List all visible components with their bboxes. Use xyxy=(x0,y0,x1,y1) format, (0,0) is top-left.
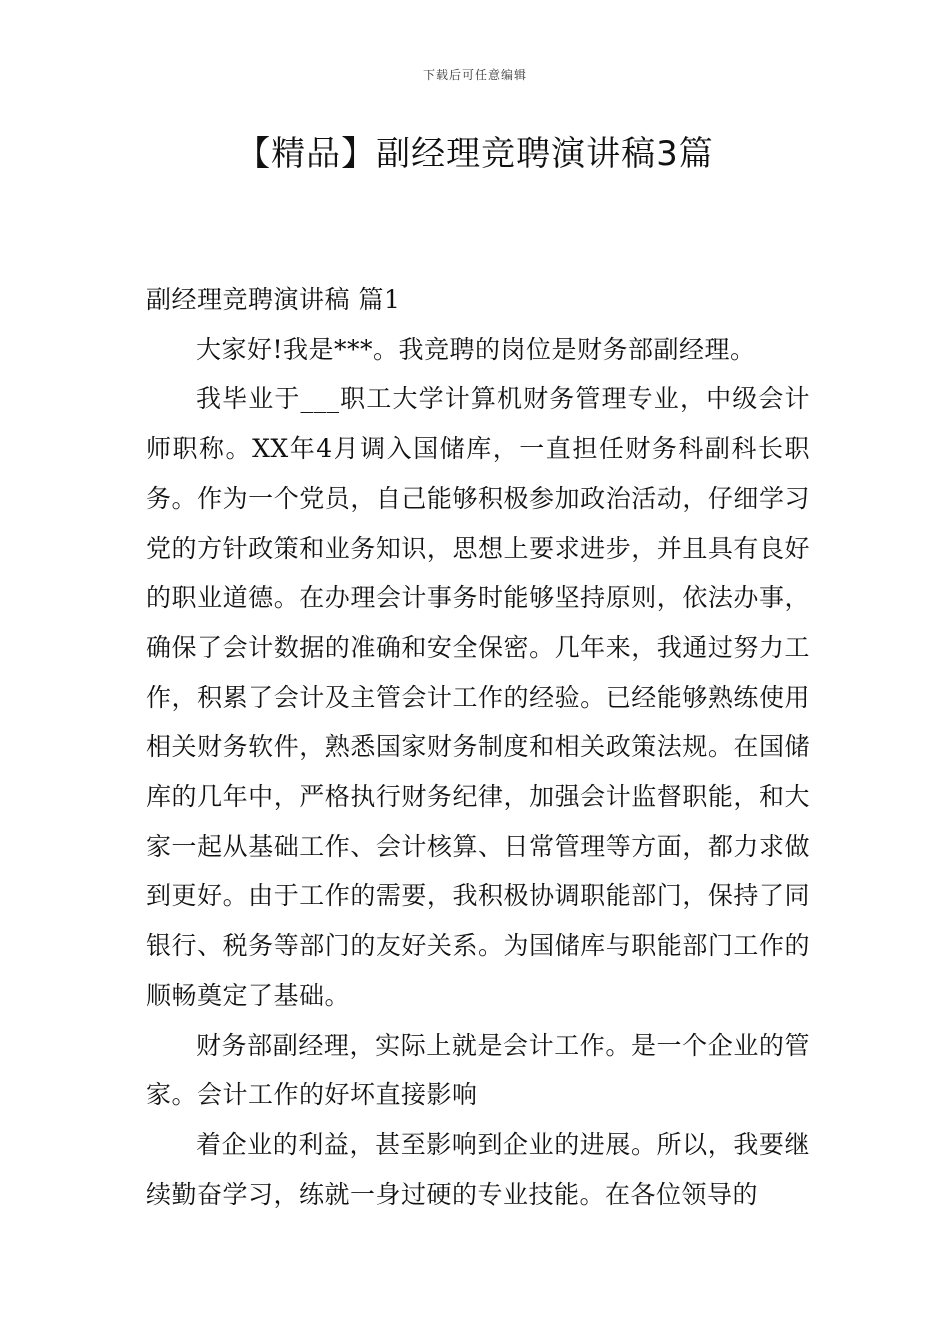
document-title: 【精品】副经理竞聘演讲稿3篇 xyxy=(236,134,714,174)
paragraph: 我毕业于___职工大学计算机财务管理专业，中级会计师职称。XX年4月调入国储库，一直担任财务科副科长职务。作为一个党员，自己能够积极参加政治活动，仔细学习党的方针政策和业务知识，思想上要求进步，并且具有良好的职业道德。在办理会计事务时能够坚持原则，依法办事，确保了会计数据的准确和安全保密。几年来，我通过努力工作，积累了会计及主管会计工作的经验。已经能够熟练使用相关财务软件，熟悉国家财务制度和相关政策法规。在国储库的几年中，严格执行财务纪律，加强会计监督职能，和大家一起从基础工作、会计核算、日常管理等方面，都力求做到更好。由于工作的需要，我积极协调职能部门，保持了同银行、税务等部门的友好关系。为国储库与职能部门工作的顺畅奠定了基础。 xyxy=(146,384,810,1010)
paragraph: 着企业的利益，甚至影响到企业的进展。所以，我要继续勤奋学习，练就一身过硬的专业技能。在各位领导的 xyxy=(146,1129,810,1209)
section-heading: 副经理竞聘演讲稿 篇1 xyxy=(146,285,401,314)
paragraph: 财务部副经理，实际上就是会计工作。是一个企业的管家。会计工作的好坏直接影响 xyxy=(146,1030,810,1110)
paragraph: 大家好!我是***。我竞聘的岗位是财务部副经理。 xyxy=(196,334,756,364)
document-body xyxy=(146,275,810,1219)
header-note: 下载后可任意编辑 xyxy=(422,68,527,82)
